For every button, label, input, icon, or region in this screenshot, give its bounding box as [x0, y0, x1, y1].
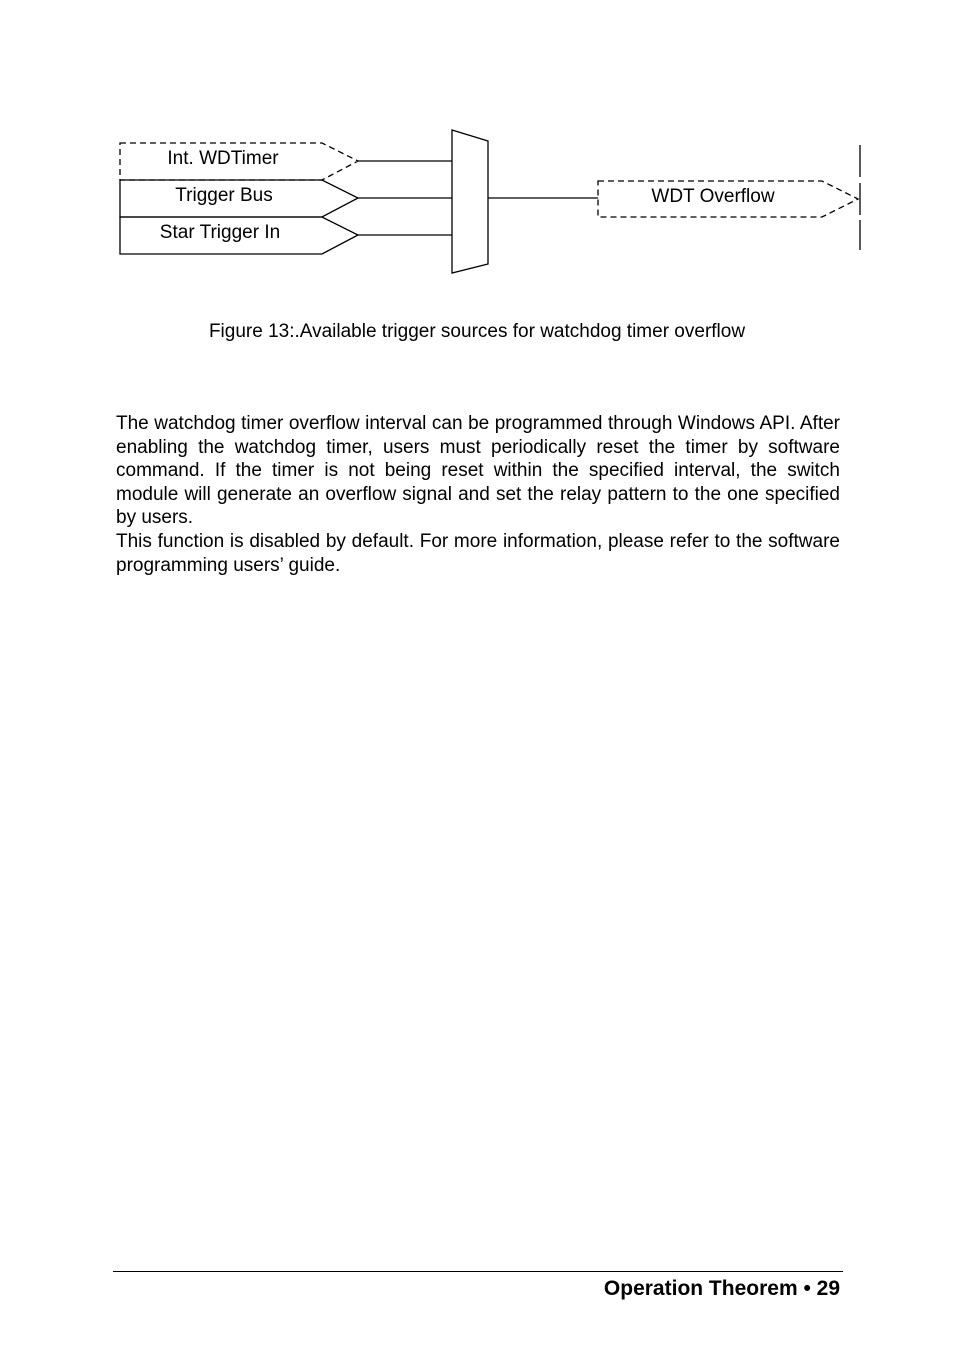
- figure-caption: Figure 13:.Available trigger sources for watchdog timer overflow: [208, 321, 746, 342]
- body-text: [116, 412, 840, 577]
- paragraph-2: This function is disabled by default. For more information, please refer to the software programming users’ guide.: [116, 530, 840, 576]
- multiplexer-shape: [452, 130, 488, 273]
- output-wdt-overflow-label: WDT Overflow: [651, 186, 775, 207]
- input-star-trigger-in-label: Star Trigger In: [159, 222, 281, 243]
- paragraph-1: The watchdog timer overflow interval can be programmed through Windows API. After enabling the watchdog timer, users must periodically reset the timer by software command. If the timer is not being reset within the specified interval, the switch module will generate an overflow signal and set the relay pattern to the one specified by users.: [116, 413, 840, 529]
- input-trigger-bus-label: Trigger Bus: [175, 185, 273, 206]
- trigger-source-diagram: [0, 0, 954, 300]
- input-int-wdtimer-label: Int. WDTimer: [167, 148, 279, 169]
- page-footer: Operation Theorem • 29: [603, 1277, 840, 1300]
- footer-rule: [113, 1271, 843, 1272]
